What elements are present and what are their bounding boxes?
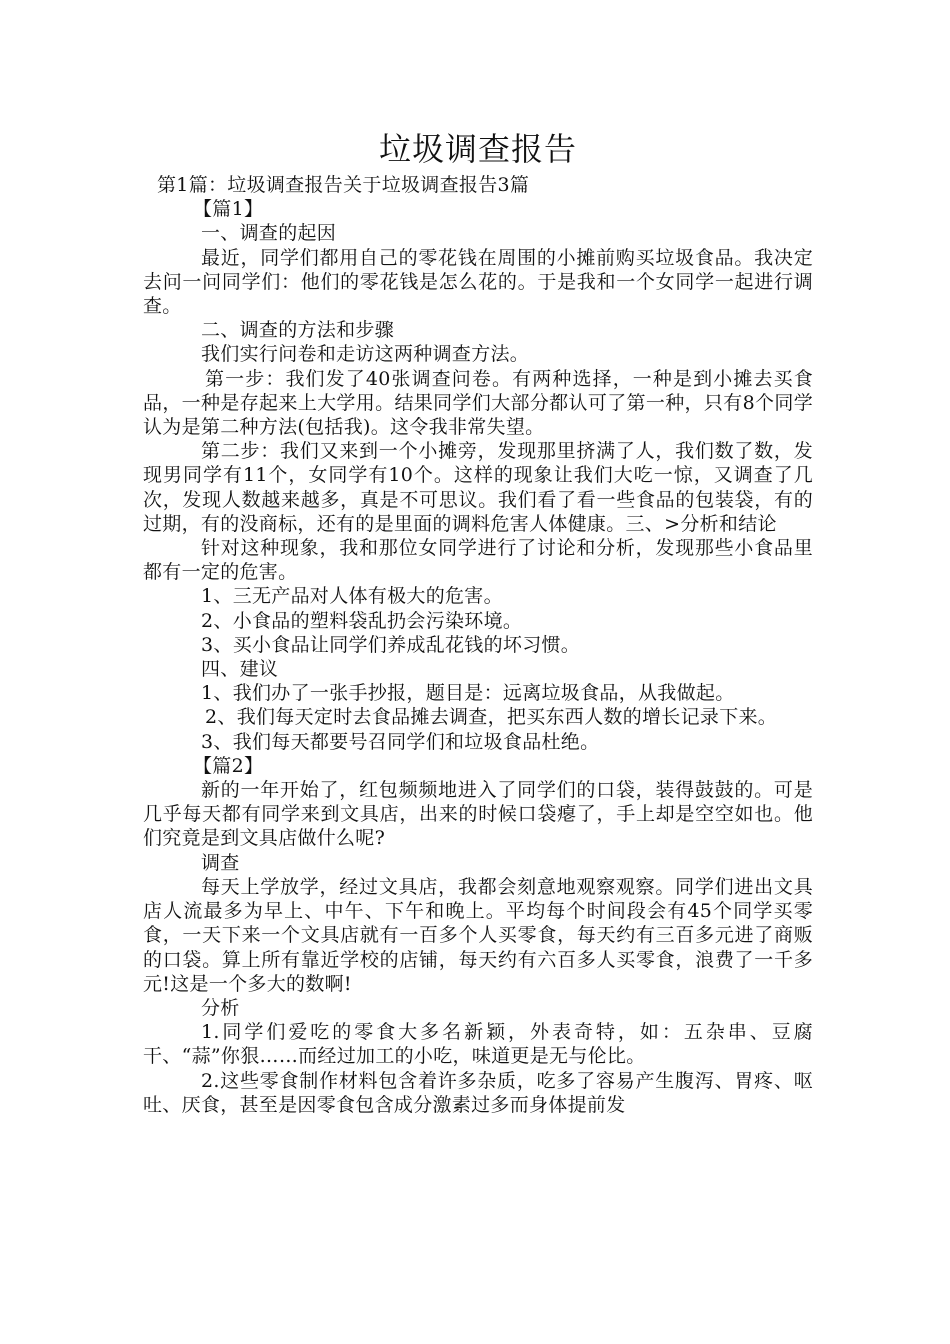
section-heading: 【篇2】 bbox=[193, 754, 264, 777]
paragraph: 最近，同学们都用自己的零花钱在周围的小摊前购买垃圾食品。我决定去问一问同学们：他们的零花钱是怎么花的。于是我和一个女同学一起进行调查。 bbox=[143, 246, 813, 318]
paragraph: 2.这些零食制作材料包含着许多杂质，吃多了容易产生腹泻、胃疼、呕吐、厌食，甚至是因零食包含成分激素过多而身体提前发 bbox=[143, 1069, 813, 1116]
paragraph: 四、建议 bbox=[201, 658, 279, 681]
paragraph: 二、调查的方法和步骤 bbox=[201, 319, 395, 342]
document-page bbox=[143, 125, 813, 1117]
paragraph: 3、买小食品让同学们养成乱花钱的坏习惯。 bbox=[201, 633, 581, 656]
paragraph: 2、小食品的塑料袋乱扔会污染环境。 bbox=[201, 609, 523, 632]
paragraph: 调查 bbox=[201, 851, 240, 874]
paragraph: 新的一年开始了，红包频频地进入了同学们的口袋，装得鼓鼓的。可是几乎每天都有同学来到文具店，出来的时候口袋瘪了，手上却是空空如也。他们究竟是到文具店做什么呢? bbox=[143, 779, 813, 850]
paragraph: 第一步：我们发了40张调查问卷。有两种选择，一种是到小摊去买食品，一种是存起来上大学用。结果同学们大部分都认可了第一种，只有8个同学认为是第二种方法(包括我)。这令我非常失望。 bbox=[143, 367, 813, 439]
document-subtitle: 第1篇：垃圾调查报告关于垃圾调查报告3篇 bbox=[157, 174, 530, 196]
paragraph: 1.同学们爱吃的零食大多名新颖，外表奇特，如：五杂串、豆腐干、“蒜”你狠……而经过加工的小吃，味道更是无与伦比。 bbox=[143, 1021, 813, 1068]
paragraph: 一、调查的起因 bbox=[201, 222, 337, 245]
paragraph: 针对这种现象，我和那位女同学进行了讨论和分析，发现那些小食品里都有一定的危害。 bbox=[143, 537, 813, 584]
paragraph: 3、我们每天都要号召同学们和垃圾食品杜绝。 bbox=[201, 730, 600, 753]
section-heading: 【篇1】 bbox=[193, 198, 264, 221]
paragraph: 我们实行问卷和走访这两种调查方法。 bbox=[201, 343, 530, 366]
paragraph: 1、我们办了一张手抄报，题目是：远离垃圾食品，从我做起。 bbox=[201, 682, 735, 705]
paragraph: 1、三无产品对人体有极大的危害。 bbox=[201, 585, 503, 608]
document-title: 垃圾调查报告 bbox=[378, 130, 577, 168]
paragraph: 分析 bbox=[201, 996, 240, 1019]
paragraph: 每天上学放学，经过文具店，我都会刻意地观察观察。同学们进出文具店人流最多为早上、中午、下午和晚上。平均每个时间段会有45个同学买零食，一天下来一个文具店就有一百多个人买零食，每天约有三百多元进了商贩的口袋。算上所有靠近学校的店铺，每天约有六百多人买零食，浪费了一千多元!这是一个多大的数啊! bbox=[143, 875, 813, 995]
paragraph: 2、我们每天定时去食品摊去调查，把买东西人数的增长记录下来。 bbox=[205, 706, 778, 729]
paragraph: 第二步：我们又来到一个小摊旁，发现那里挤满了人，我们数了数，发现男同学有11个，女同学有10个。这样的现象让我们大吃一惊，又调查了几次，发现人数越来越多，真是不可思议。我们看了看一些食品的包装袋，有的过期，有的没商标，还有的是里面的调料危害人体健康。三、>分析和结论 bbox=[143, 440, 813, 535]
